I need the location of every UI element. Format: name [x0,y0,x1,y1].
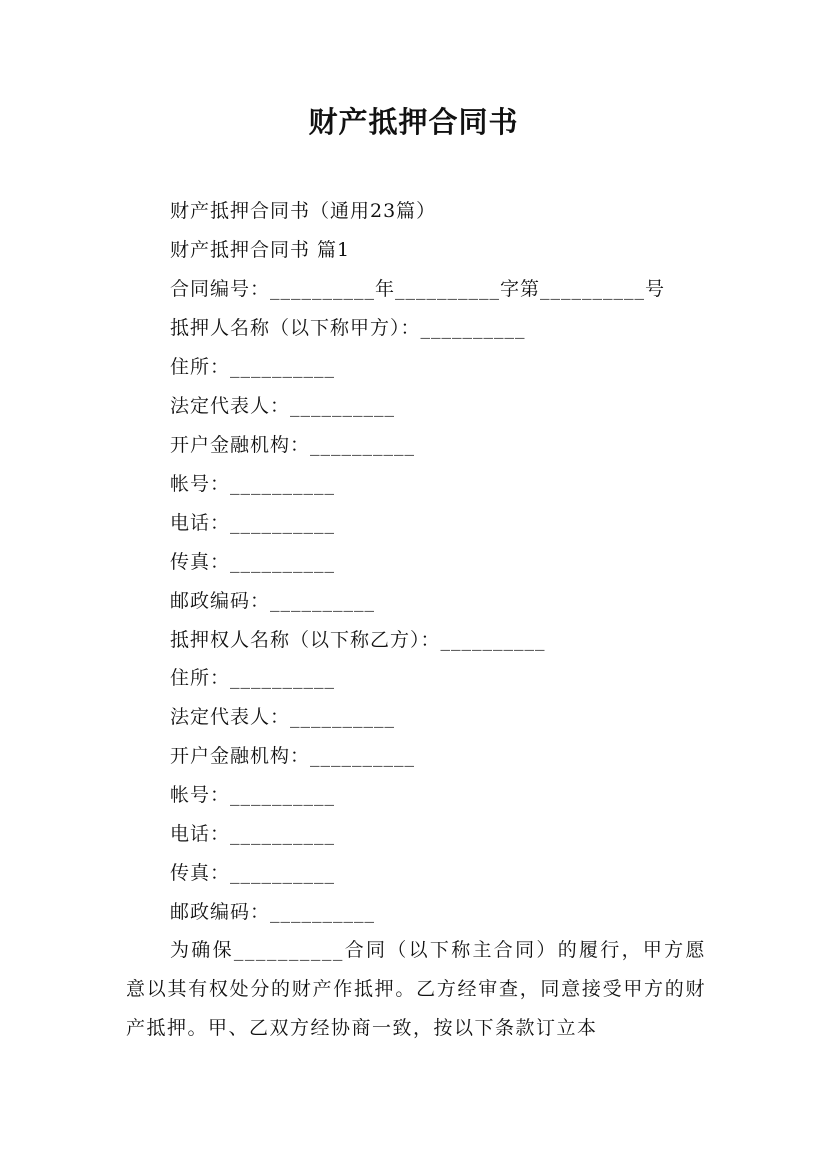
mortgagee-postcode-line: 邮政编码：__________ [170,901,376,923]
document-title: 财产抵押合同书 [308,105,519,139]
mortgagee-phone-line: 电话：__________ [170,823,336,845]
mortgagor-address-line: 住所：__________ [170,356,336,378]
document-subtitle: 财产抵押合同书（通用23篇） [170,200,437,222]
mortgagee-address-line: 住所：__________ [170,667,336,689]
mortgagor-bank-line: 开户金融机构：__________ [170,434,416,456]
mortgagor-legal-rep-line: 法定代表人：__________ [170,395,396,417]
mortgagor-name-line: 抵押人名称（以下称甲方）：__________ [170,317,526,339]
mortgagee-legal-rep-line: 法定代表人：__________ [170,706,396,728]
section-heading: 财产抵押合同书 篇1 [170,239,351,261]
mortgagee-name-line: 抵押权人名称（以下称乙方）：__________ [170,629,546,651]
mortgagor-postcode-line: 邮政编码：__________ [170,590,376,612]
mortgagor-fax-line: 传真：__________ [170,551,336,573]
body-paragraph: 为确保__________合同（以下称主合同）的履行，甲方愿意以其有权处分的财产作抵押。乙方经审查，同意接受甲方的财产抵押。甲、乙双方经协商一致，按以下条款订立本 [126,939,706,1039]
mortgagee-bank-line: 开户金融机构：__________ [170,745,416,767]
mortgagee-fax-line: 传真：__________ [170,862,336,884]
mortgagor-account-line: 帐号：__________ [170,473,336,495]
mortgagor-phone-line: 电话：__________ [170,512,336,534]
mortgagee-account-line: 帐号：__________ [170,784,336,806]
contract-number-line: 合同编号：__________年__________字第__________号 [170,278,666,300]
